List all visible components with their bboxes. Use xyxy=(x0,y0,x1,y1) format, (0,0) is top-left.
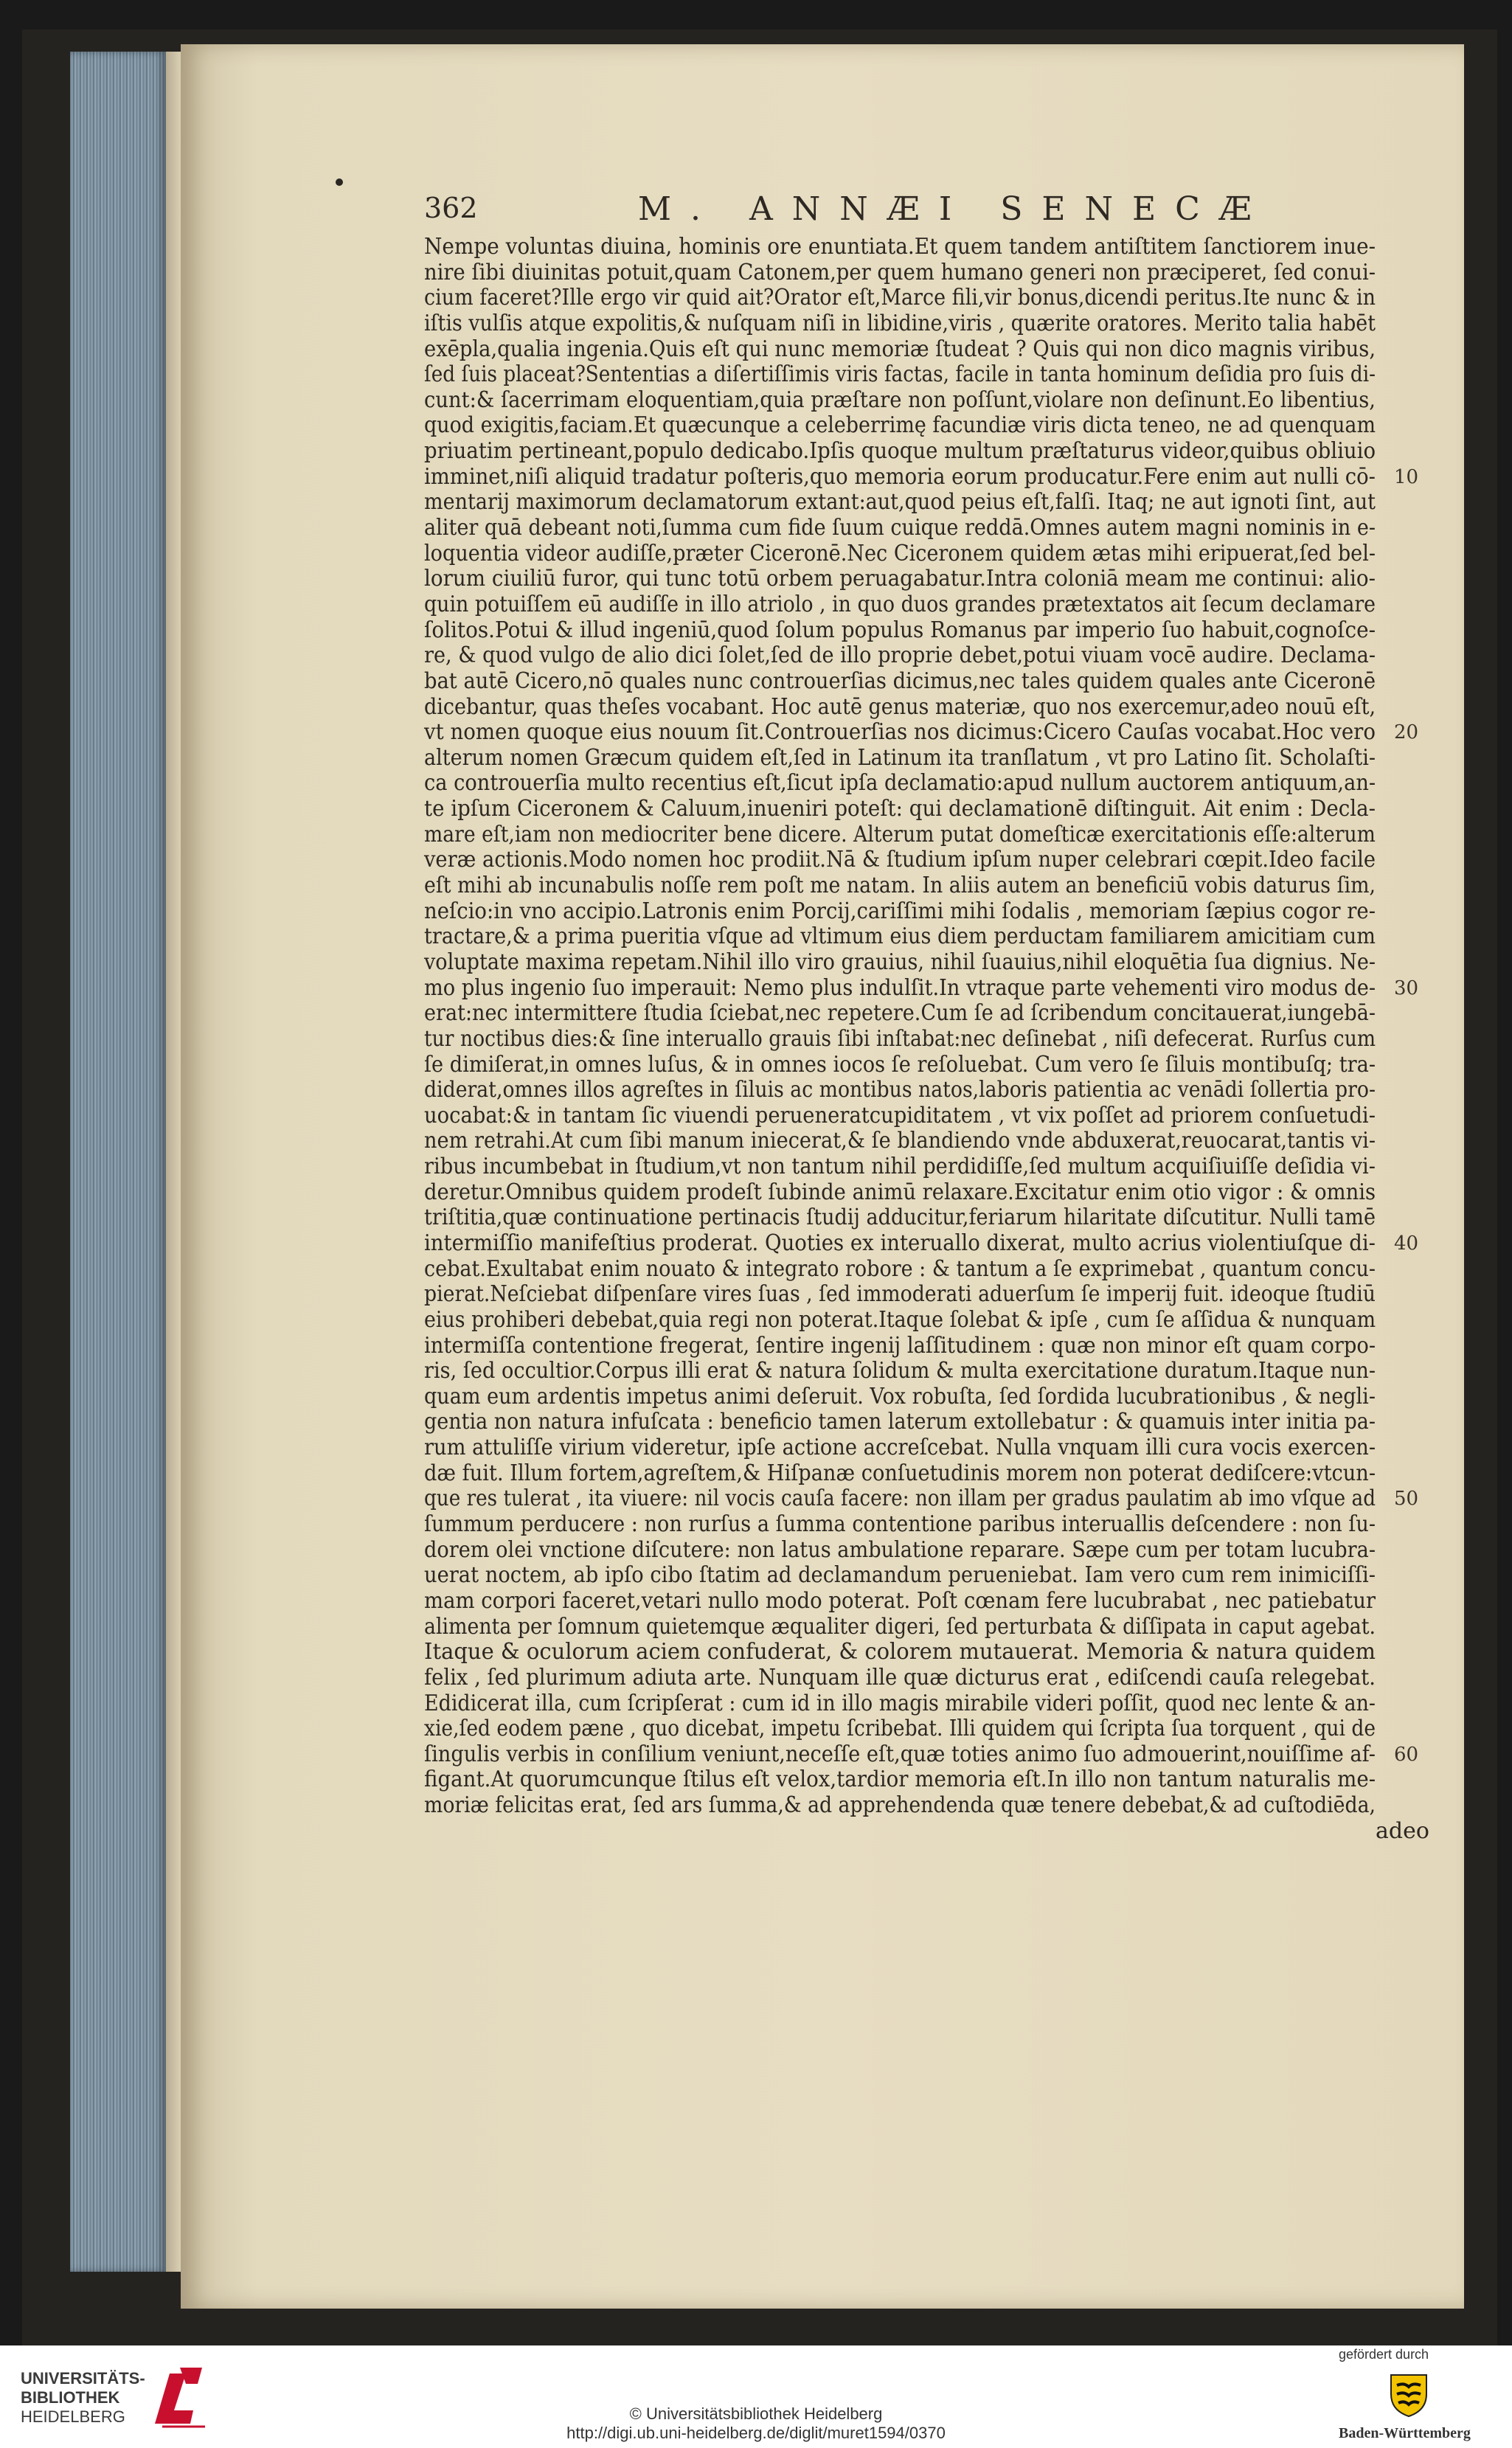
text-line xyxy=(424,1742,1446,1768)
text-line xyxy=(424,516,1446,541)
text-line-content: nem retrahi.At cum ſibi manum iniecerat,& ſe blandiendo vnde abduxerat,reuocarat,tantis vi- xyxy=(424,1128,1376,1154)
text-line xyxy=(424,566,1446,592)
body-text xyxy=(424,235,1446,1844)
library-name-line1: UNIVERSITÄTS- xyxy=(21,2369,145,2388)
text-line-content: cium faceret?Ille ergo vir quid ait?Orator eſt,Marce fili,vir bonus,dicendi peritus.Ite nunc & in xyxy=(424,285,1376,311)
text-line-content: nire ſibi diuinitas potuit,quam Catonem,per quem humano generi non præciperet, ſed conui- xyxy=(424,259,1376,285)
text-line xyxy=(424,822,1446,848)
text-line-content: Edidicerat illa, cum ſcripſerat : cum id in illo magis mirabile videri poſſit, quod nec lente & an- xyxy=(424,1690,1376,1716)
text-line-content: dicebantur, quas theſes vocabant. Hoc autē genus materiæ, quo nos exercemur,adeo nouū eſt, xyxy=(424,693,1376,720)
text-line xyxy=(424,1334,1446,1359)
text-line xyxy=(424,1486,1446,1512)
text-line xyxy=(424,771,1446,797)
text-line xyxy=(424,1282,1446,1308)
text-line xyxy=(424,1640,1446,1665)
text-line-content: mare eſt,iam non mediocriter bene dicere. Alterum putat domeſticæ exercitationis eſſe:alterum xyxy=(424,821,1376,847)
text-line-content: mam corpori faceret,vetari nullo modo poterat. Poſt cœnam fere lucubrabat , nec patiebatur xyxy=(424,1587,1376,1614)
text-line-content: cebat.Exultabat enim nouato & integrato robore : & tantum a ſe exprimebat , quantum concu- xyxy=(424,1255,1376,1282)
text-line xyxy=(424,1512,1446,1538)
text-line xyxy=(424,388,1446,414)
page-number: 362 xyxy=(424,192,478,224)
line-number-marker: 40 xyxy=(1394,1232,1419,1255)
running-head: M. ANNÆI SENECÆ xyxy=(638,190,1271,228)
text-line xyxy=(424,1538,1446,1564)
page-header xyxy=(424,190,1390,235)
text-line-content: te ipſum Ciceronem & Caluum,inueniri poteſt: qui declamationē diſtinguit. Ait enim : Decla- xyxy=(424,796,1376,822)
text-line xyxy=(424,439,1446,465)
text-line-content: voluptate maxima repetam.Nihil illo viro grauius, nihil ſuauius,nihil eloquētia ſua dignius. Ne- xyxy=(424,949,1376,975)
line-number-marker: 10 xyxy=(1394,465,1419,488)
text-line xyxy=(424,1615,1446,1640)
text-line-content: triſtitia,quæ continuatione pertinacis ſtudij adducitur,feriarum hilaritate diſcutitur. Nulli tamē xyxy=(424,1204,1376,1231)
text-line xyxy=(424,465,1446,490)
text-line-content: ſed ſuis placeat?Sententias a diſertiſſimis viris factas, facile in tanta hominum deſidia pro ſuis di- xyxy=(424,361,1376,388)
text-line xyxy=(424,1793,1446,1819)
text-line-content: re, & quod vulgo de alio dici ſolet,ſed de illo proprie debet,potui viuam vocē audire. Declama- xyxy=(424,642,1376,669)
text-line-content: intermiſſio manifeſtius proderat. Quoties ex interuallo dixerat, multo acrius violentiuſque di- xyxy=(424,1230,1376,1256)
text-line xyxy=(424,1308,1446,1334)
text-line xyxy=(424,490,1446,516)
text-line-content: imminet,niſi aliquid tradatur poſteris,quo memoria eorum producatur.Fere enim aut nulli cō- xyxy=(424,463,1376,490)
text-line xyxy=(424,1027,1446,1053)
text-line xyxy=(424,1665,1446,1691)
text-line-content: neſcio:in vno accipio.Latronis enim Porcij,cariſſimi mihi ſodalis , memoriam ſæpius cogor re- xyxy=(424,898,1376,924)
text-line xyxy=(424,1563,1446,1589)
text-line xyxy=(424,1384,1446,1410)
text-line xyxy=(424,720,1446,746)
text-line-content: erat:nec intermittere ſtudia ſciebat,nec repetere.Cum ſe ad ſcribendum concitauerat,iungebā- xyxy=(424,1000,1376,1027)
text-line-content: felix , ſed plurimum adiuta arte. Nunquam ille quæ dicturus erat , ediſcendi cauſa relegebat. xyxy=(424,1664,1376,1691)
line-number-marker: 50 xyxy=(1394,1488,1419,1511)
text-line-content: rum attuliſſe virium videretur, ipſe actione accreſcebat. Nulla vnquam illi cura vocis exercen- xyxy=(424,1435,1376,1461)
text-line xyxy=(424,797,1446,822)
text-line xyxy=(424,643,1446,669)
text-line-content: quod exigitis,faciam.Et quæcunque a celeberrimę facundiæ viris dicta teneo, ne ad quenquam xyxy=(424,412,1376,439)
text-line-content: vt nomen quoque eius nouum ſit.Controuerſias nos dicimus:Cicero Cauſas vocabat.Hoc vero xyxy=(424,719,1376,746)
text-line xyxy=(424,1078,1446,1103)
copyright-notice: © Universitätsbibliothek Heidelberg xyxy=(629,2404,883,2423)
text-line-content: ribus incumbebat in ſtudium,vt non tantum nihil perdidiſſe,ſed multum acquiſiuiſſe deſidia vi- xyxy=(424,1154,1376,1180)
text-line xyxy=(424,1767,1446,1793)
text-line xyxy=(424,1180,1446,1206)
text-line xyxy=(424,1435,1446,1461)
text-line-content: eſt mihi ab incunabulis noſſe rem poſt me natam. In aliis autem an beneficiū vobis daturus ſim, xyxy=(424,873,1376,899)
text-line xyxy=(424,1128,1446,1154)
text-line-content: loquentia videor audiſſe,præter Ciceronē.Nec Ciceronem quidem ætas mihi eripuerat,ſed bel- xyxy=(424,540,1376,566)
text-line-content: Nempe voluntas diuina, hominis ore enuntiata.Et quem tandem antiſtitem ſanctiorem inue- xyxy=(424,234,1376,260)
text-line-content: bat autē Cicero,nō quales nunc controuerſias dicimus,nec tales quidem quales ante Ciceronē xyxy=(424,668,1376,694)
text-line-content: eius prohiberi debebat,quia regi non poterat.Itaque ſolebat & ipſe , cum ſe aſſidua & nunquam xyxy=(424,1306,1376,1333)
text-line xyxy=(424,924,1446,950)
text-line xyxy=(424,976,1446,1002)
text-line-content: ſolitos.Potui & illud ingeniū,quod ſolum populus Romanus par imperio ſuo habuit,cognoſce- xyxy=(424,617,1376,643)
coat-of-arms-icon xyxy=(1387,2372,1431,2418)
text-line-content: que res tulerat , ita viuere: nil vocis cauſa facere: non illam per gradus paulatim ab imo vſque ad xyxy=(424,1485,1376,1512)
text-line-content: gentia non natura infuſcata : beneficio tamen laterum extollebatur : & quamuis inter initia pa- xyxy=(424,1409,1376,1435)
text-line xyxy=(424,311,1446,337)
line-number-marker: 60 xyxy=(1394,1743,1419,1766)
text-line xyxy=(424,260,1446,286)
text-line xyxy=(424,1053,1446,1078)
text-line xyxy=(424,1409,1446,1435)
text-line xyxy=(424,235,1446,260)
text-line xyxy=(424,899,1446,925)
page-edges xyxy=(70,52,166,2272)
text-line-content: ris, ſed occultior.Corpus illi erat & natura ſolidum & multa exercitatione duratum.Itaque nun- xyxy=(424,1358,1376,1384)
text-line xyxy=(424,1691,1446,1717)
text-line-content: uerat noctem, ab ipſo cibo ſtatim ad declamandum perueniebat. Iam vero cum rem inimiciſſi- xyxy=(424,1562,1376,1589)
text-line xyxy=(424,1359,1446,1384)
text-line-content: moriæ felicitas erat, ſed ars ſumma,& ad apprehendenda quæ tenere debebat,& ad cuſtodiēda, xyxy=(424,1792,1376,1819)
text-line-content: tractare,& a prima pueritia vſque ad vltimum eius diem perductam familiarem amicitiam cum xyxy=(424,923,1376,950)
text-line-content: quin potuiſſem eū audiſſe in illo atriolo , in quo duos grandes prætextatos ait ſecum declamare xyxy=(424,591,1376,617)
text-line-content: lorum ciuiliū furor, qui tunc totū orbem peruagabatur.Intra coloniā meam me continui: alio- xyxy=(424,566,1376,592)
text-line-content: quam eum ardentis impetus animi deſeruit. Vox robuſta, ſed ſordida lucubrationibus , & negli- xyxy=(424,1383,1376,1409)
text-line xyxy=(424,1589,1446,1615)
text-line-content: uocabat:& in tantam ſic viuendi perueneratcupiditatem , vt vix poſſet ad priorem conſuetudi- xyxy=(424,1102,1376,1128)
permalink[interactable]: http://digi.ub.uni-heidelberg.de/diglit/muret1594/0370 xyxy=(566,2424,946,2442)
text-line xyxy=(424,695,1446,721)
text-line-content: ſe dimiſerat,in omnes luſus, & in omnes iocos ſe reſoluebat. Cum vero ſe ſiluis montibuſq; tra- xyxy=(424,1051,1376,1078)
footer xyxy=(0,2345,1512,2448)
text-line-content: iſtis vulſis atque expolitis,& nuſquam niſi in libidine,viris , quærite oratores. Merito talia habēt xyxy=(424,310,1376,336)
text-line xyxy=(424,847,1446,873)
text-line xyxy=(424,592,1446,618)
text-line-content: alterum nomen Græcum quidem eſt,ſed in Latinum ita tranſlatum , vt pro Latino ſit. Scholaſti- xyxy=(424,744,1376,771)
text-line xyxy=(424,746,1446,771)
text-line xyxy=(424,1001,1446,1027)
line-number-marker: 20 xyxy=(1394,721,1419,744)
text-line xyxy=(424,413,1446,439)
catchword-line xyxy=(424,1819,1446,1845)
text-line xyxy=(424,541,1446,567)
text-line xyxy=(424,1716,1446,1742)
text-line xyxy=(424,873,1446,899)
text-line xyxy=(424,285,1446,311)
catchword: adeo xyxy=(1376,1817,1429,1844)
text-line-content: ſingulis verbis in conſilium veniunt,neceſſe eſt,quæ toties animo ſuo admouerint,nouiſſime af- xyxy=(424,1741,1376,1767)
text-line xyxy=(424,1257,1446,1283)
text-line xyxy=(424,1103,1446,1129)
text-line xyxy=(424,669,1446,695)
text-line-content: xie,ſed eodem pæne , quo dicebat, impetu ſcribebat. Illi quidem qui ſcripta ſua torquent , qui de xyxy=(424,1716,1376,1742)
text-line-content: intermiſſa contentione fregerat, ſentire ingenij laſſitudinem : quæ non minor eſt quam corpo- xyxy=(424,1332,1376,1359)
text-line-content: diderat,omnes illos agreſtes in ſiluis ac montibus natos,laboris patientia ac venādi ſollertia pro- xyxy=(424,1077,1376,1103)
text-line-content: mo plus ingenio ſuo imperauit: Nemo plus indulſit.In vtraque parte vehementi viro modus de- xyxy=(424,974,1376,1001)
text-line-content: tur noctibus dies:& ſine interuallo grauis ſibi inſtabat:nec deſinebat , niſi defecerat. Rurſus cum xyxy=(424,1025,1376,1052)
text-line-content: dorem olei vnctione diſcutere: non latus ambulatione reparare. Sæpe cum per totam lucubra- xyxy=(424,1536,1376,1563)
library-name-line3: HEIDELBERG xyxy=(21,2407,125,2426)
text-line xyxy=(424,950,1446,976)
text-line-content: alimenta per ſomnum quietemque æqualiter digeri, ſed perturbata & diſſipata in caput agebat. xyxy=(424,1613,1376,1640)
text-line xyxy=(424,337,1446,363)
text-line-content: aliter quā debeant noti,ſumma cum fide ſuum cuique reddā.Omnes autem magni nominis in e- xyxy=(424,515,1376,541)
ink-spot xyxy=(336,178,343,186)
line-number-marker: 30 xyxy=(1394,977,1419,999)
text-line-content: figant.At quorumcunque ſtilus eſt velox,tardior memoria eſt.In illo non tantum naturalis me- xyxy=(424,1766,1376,1793)
text-line xyxy=(424,1205,1446,1231)
text-line xyxy=(424,618,1446,644)
text-line xyxy=(424,1154,1446,1180)
text-line-content: deretur.Omnibus quidem prodeſt ſubinde animū relaxare.Excitatur enim otio vigor : & omnis xyxy=(424,1179,1376,1205)
text-line xyxy=(424,1461,1446,1487)
funded-by-label: gefördert durch xyxy=(1339,2347,1429,2362)
text-line-content: priuatim pertineant,populo dedicabo.Ipſis quoque multum præſtaturus videor,quibus obliuio xyxy=(424,438,1376,465)
text-line-content: ſummum perducere : non rurſus a ſumma contentione paribus interuallis deſcendere : non ſu- xyxy=(424,1511,1376,1538)
text-line-content: dæ fuit. Illum fortem,agreſtem,& Hiſpanæ conſuetudinis morem non poterat dediſcere:vtcun- xyxy=(424,1460,1376,1486)
text-line-content: Itaque & oculorum aciem confuderat, & colorem mutauerat. Memoria & natura quidem xyxy=(424,1639,1376,1665)
text-line-content: ca controuerſia multo recentius eſt,ſicut ipſa declamatio:apud nullum auctorem antiquum,an- xyxy=(424,770,1376,797)
text-line xyxy=(424,1231,1446,1257)
text-line-content: mentarij maximorum declamatorum extant:aut,quod peius eſt,falſi. Itaq; ne aut ignoti ſint, aut xyxy=(424,489,1376,516)
text-line-content: cunt:& ſacerrimam eloquentiam,quia præſtare non poſſunt,violare non deſinunt.Eo libentius, xyxy=(424,386,1376,413)
library-name-line2: BIBLIOTHEK xyxy=(21,2388,120,2407)
text-line-content: pierat.Neſciebat diſpenſare vires ſuas , ſed immoderati aduerſum ſe imperij fuit. ideoque ſtudiū xyxy=(424,1281,1376,1308)
text-line-content: veræ actionis.Modo nomen hoc prodiit.Nā & ſtudium ipſum nuper celebrari cœpit.Ideo facile xyxy=(424,847,1376,873)
region-name: Baden-Württemberg xyxy=(1339,2425,1471,2441)
text-line-content: exēpla,qualia ingenia.Quis eſt qui nunc memoriæ ſtudeat ? Quis qui non dico magnis viribus, xyxy=(424,336,1376,362)
text-line xyxy=(424,362,1446,388)
